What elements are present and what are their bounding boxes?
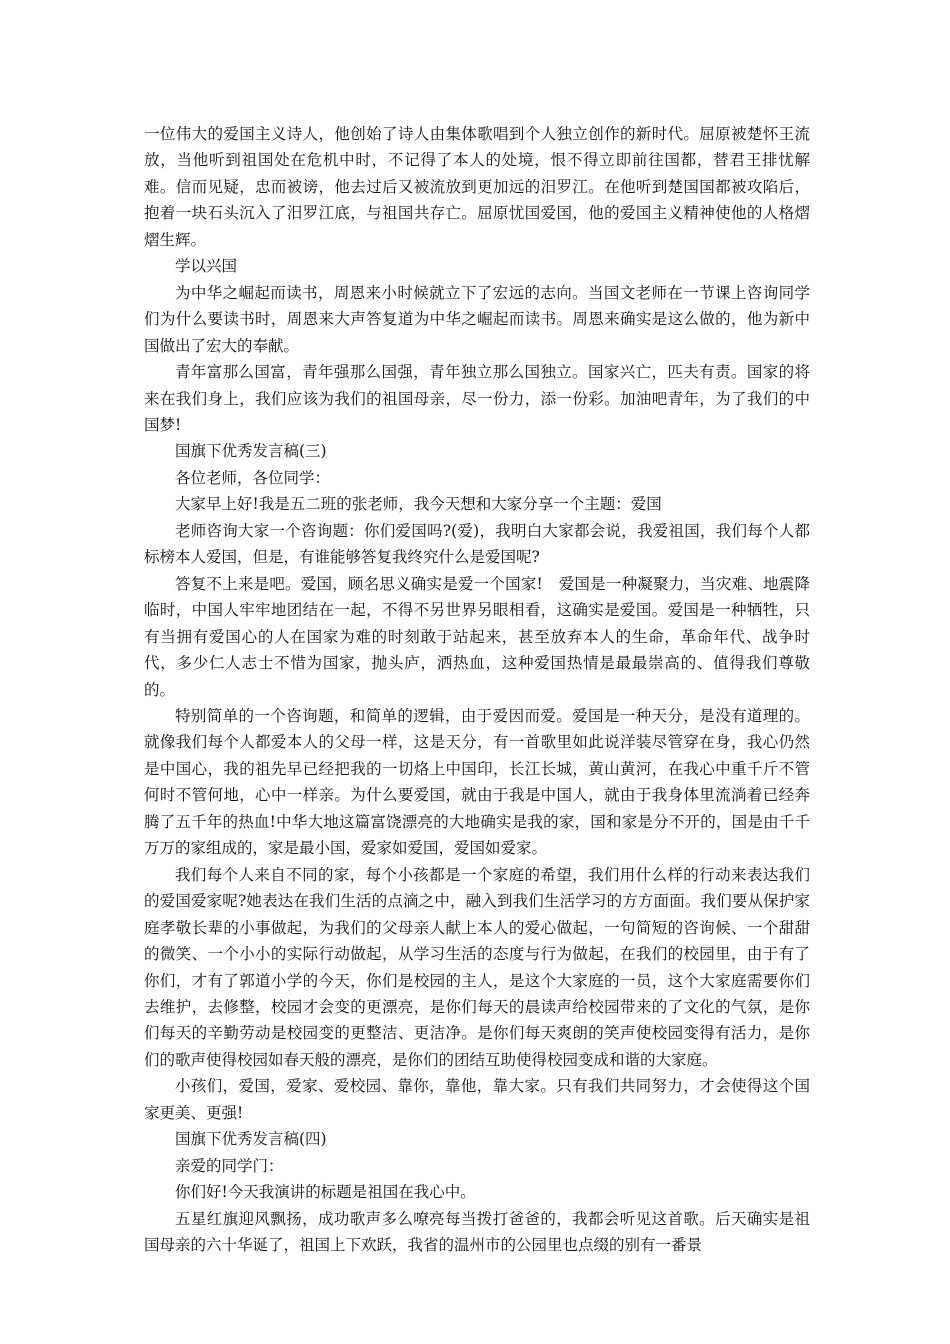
paragraph-five-star-flag: 五星红旗迎风飘扬，成功歌声多么嘹亮每当拨打爸爸的，我都会听见这首歌。后天确实是祖国母亲的六十华诞了，祖国上下欢跃，我省的温州市的公园里也点缀的别有一番景 — [144, 1209, 810, 1255]
paragraph-youth: 青年富那么国富，青年强那么国强，青年独立那么国独立。国家兴亡，匹夫有责。国家的将来在我们身上，我们应该为我们的祖国母亲，尽一份力，添一份彩。加油吧青年，为了我们的中国梦! — [144, 363, 810, 434]
heading-speech-three: 国旗下优秀发言稿(三) — [175, 442, 327, 461]
paragraph-answer: 答复不上来是吧。爱国，顾名思义确实是爱一个国家! 爱国是一种凝聚力，当灾难、地震降临时，中国人牢牢地团结在一起，不得不另世界另眼相看，这确实是爱国。爱国是一种牺牲，只有当拥有爱国心的人在国家为难的时刻敢于站起来，甚至放弃本人的生命，革命年代、战争时代，多少仁人志士不惜为国家，抛头庐，洒热血，这种爱国热情是最最崇高的、值得我们尊敬的。 — [144, 574, 810, 699]
paragraph-question: 老师咨询大家一个咨询题：你们爱国吗?(爱)，我明白大家都会说，我爱祖国，我们每个人都标榜本人爱国，但是，有谁能够答复我终究什么是爱国呢? — [144, 521, 810, 567]
salutation-classmates: 亲爱的同学门： — [175, 1156, 284, 1175]
heading-study-for-nation: 学以兴国 — [175, 257, 238, 276]
paragraph-speech-title: 你们好!今天我演讲的标题是祖国在我心中。 — [175, 1183, 476, 1202]
paragraph-qu-yuan: 一位伟大的爱国主义诗人，他创始了诗人由集体歌唱到个人独立创作的新时代。屈原被楚怀王流放，当他听到祖国处在危机中时，不记得了本人的处境，恨不得立即前往国都，替君王排忧解难。信而见疑，忠而被谤，他去过后又被流放到更加远的汨罗江。在他听到楚国国都被攻陷后，抱着一块石头沉入了汨罗江底，与祖国共存亡。屈原忧国爱国，他的爱国主义精神使他的人格熠熠生辉。 — [144, 125, 810, 249]
paragraph-zhou-enlai: 为中华之崛起而读书，周恩来小时候就立下了宏远的志向。当国文老师在一节课上咨询同学们为什么要读书时，周恩来大声答复道为中华之崛起而读书。周恩来确实是这么做的，他为新中国做出了宏大的奉献。 — [144, 283, 810, 355]
salutation-teachers-students: 各位老师，各位同学： — [175, 468, 331, 487]
paragraph-simple-question: 特别简单的一个咨询题，和简单的逻辑，由于爱因而爱。爱国是一种天分，是没有道理的。就像我们每个人都爱本人的父母一样，这是天分，有一首歌里如此说洋装尽管穿在身，我心仍然是中国心，我的祖先早已经把我的一切烙上中国印，长江长城，黄山黄河，在我心中重千斤不管何时不管何地，心中一样亲。为什么要爱国，就由于我是中国人，就由于我身体里流淌着已经奔腾了五千年的热血!中华大地这篇富饶漂亮的大地确实是我的家，国和家是分不开的，国是由千千万万的家组成的，家是最小国，爱家如爱国，爱国如爱家。 — [144, 706, 810, 858]
document-page — [144, 121, 810, 1258]
heading-speech-four: 国旗下优秀发言稿(四) — [175, 1130, 327, 1149]
paragraph-greeting: 大家早上好!我是五二班的张老师，我今天想和大家分享一个主题：爱国 — [175, 495, 662, 514]
paragraph-every-family: 我们每个人来自不同的家，每个小孩都是一个家庭的希望，我们用什么样的行动来表达我们的爱国爱家呢?她表达在我们生活的点滴之中，融入到我们生活学习的方方面面。我们要从保护家庭孝敬长辈的小事做起，为我们的父母亲人献上本人的爱心做起，一句简短的咨询候、一个甜甜的微笑、一个小小的实际行动做起，从学习生活的态度与行为做起，在我们的校园里，由于有了你们，才有了郭道小学的今天，你们是校园的主人，是这个大家庭的一员，这个大家庭需要你们去维护，去修整，校园才会变的更漂亮，是你们每天的晨读声给校园带来的了文化的气氛，是你们每天的辛勤劳动是校园变的更整洁、更洁净。是你们每天爽朗的笑声使校园变得有活力，是你们的歌声使得校园如春天般的漂亮，是你们的团结互助使得校园变成和谐的大家庭。 — [144, 865, 810, 1069]
paragraph-children: 小孩们，爱国，爱家、爱校园、靠你，靠他，靠大家。只有我们共同努力，才会使得这个国家更美、更强! — [144, 1077, 810, 1122]
